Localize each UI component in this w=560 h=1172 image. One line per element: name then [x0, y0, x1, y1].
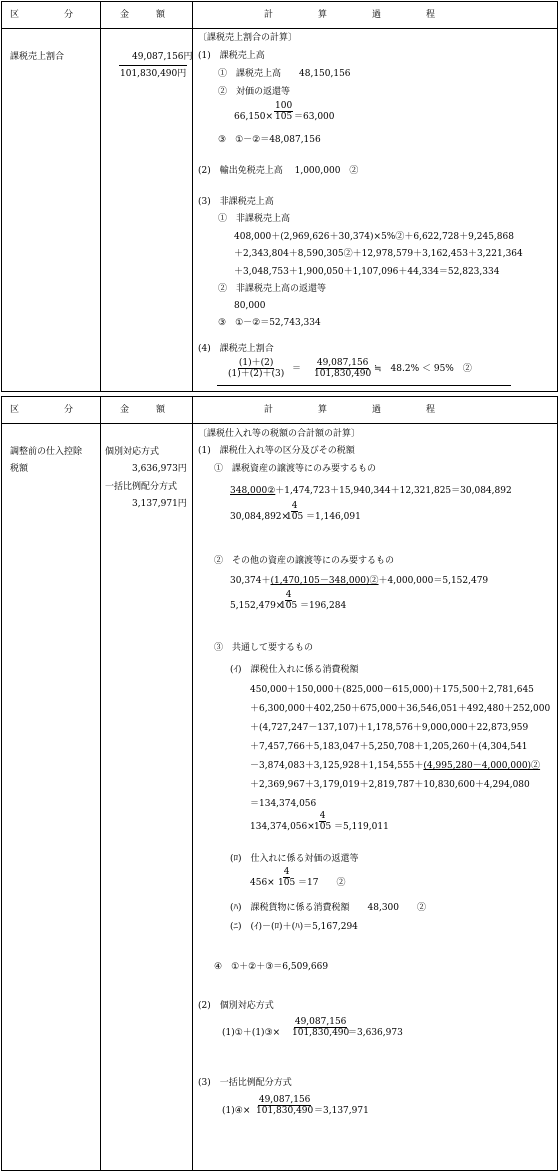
amount-numerator: 49,087,156円 [132, 52, 193, 62]
header-divider [2, 28, 557, 29]
item-label: 調整前の仕入控除 [10, 447, 83, 457]
calc-line: ③ 共通して要するもの [214, 643, 314, 653]
calc-line: ＝17 ② [298, 878, 346, 888]
fraction: $\frac{100}{105}$ [275, 101, 293, 122]
calc-line: ① 非課税売上高 [218, 214, 291, 224]
ratio-underline [217, 385, 511, 386]
header-amount: 金 額 [120, 10, 166, 20]
calc-title: 〔課税仕入れ等の税額の合計額の計算〕 [198, 429, 361, 439]
calc-line: 450,000＋150,000＋(825,000－615,000)＋175,500＋2,781,645 [250, 685, 534, 695]
calc-line: 80,000 [234, 301, 266, 311]
calc-line: (1) 課税仕入れ等の区分及びその税額 [198, 446, 355, 456]
calc-title: 〔課税売上割合の計算〕 [198, 33, 298, 43]
header-calculation: 計 算 過 程 [264, 10, 436, 20]
calc-line: ③ ①－②＝48,087,156 [218, 135, 321, 145]
calc-line: (1)①＋(1)③× [222, 1028, 281, 1038]
fraction: $\frac{4}{105}$ [280, 590, 298, 611]
amount-fraction-bar [119, 65, 187, 66]
header-category: 区 分 [10, 405, 74, 415]
calc-line: ＝5,119,011 [334, 822, 389, 832]
calc-line: (ﾊ) 課税貨物に係る消費税額 48,300 ② [230, 903, 427, 913]
ratio-equals: ＝ [292, 364, 302, 374]
calc-line: ＋2,343,804＋8,590,305②＋12,978,579＋3,162,453＋3,221,364 [234, 249, 523, 259]
amount-value: 3,137,971円 [132, 499, 187, 509]
calc-line: 5,152,479× [230, 601, 284, 611]
calc-line: 408,000＋(2,969,626＋30,374)×5%②＋6,622,728＋9,245,868 [234, 232, 514, 242]
calc-line: ② 非課税売上高の返還等 [218, 284, 327, 294]
fraction: $\frac{4}{105}$ [314, 811, 332, 832]
fraction: $\frac{49,087,156}{101,830,490}$ [256, 1095, 314, 1116]
calc-line: (1) 課税売上高 [198, 51, 265, 61]
col-divider [100, 397, 101, 1170]
calc-line: (3) 非課税売上高 [198, 197, 274, 207]
calc-line: (2) 個別対応方式 [198, 1001, 274, 1011]
calc-line: 30,084,892× [230, 512, 290, 522]
calc-line: ① 課税売上高 48,150,156 [218, 69, 351, 79]
tax-credit-table [1, 396, 558, 1171]
calc-line: ② その他の資産の譲渡等にのみ要するもの [214, 556, 395, 566]
calc-line: (4) 課税売上割合 [198, 344, 274, 354]
calc-line: (2) 輸出免税売上高 1,000,000 ② [198, 166, 359, 176]
item-label: 課税売上割合 [10, 52, 65, 62]
fraction: $\frac{49,087,156}{101,830,490}$ [292, 1017, 350, 1038]
calc-line: ＋6,300,000＋402,250＋675,000＋36,546,051＋492,480＋252,000 [250, 704, 551, 714]
calc-line: ＝196,284 [300, 601, 347, 611]
calc-line: ③ ①－②＝52,743,334 [218, 318, 321, 328]
ratio-fraction-formula: $\frac{(1)+(2)}{(1)+(2)+(3)}$ [228, 358, 285, 379]
calc-line: ＝3,636,973 [348, 1028, 403, 1038]
calc-line: ＋(4,727,247－137,107)＋1,178,576＋9,000,000＋22,873,959 [250, 723, 529, 733]
calc-line: ＋7,457,766＋5,183,047＋5,250,708＋1,205,260＋(4,304,541 [250, 742, 528, 752]
item-label: 税額 [10, 464, 29, 474]
calc-line: ① 課税資産の譲渡等にのみ要するもの [214, 464, 377, 474]
amount-label: 個別対応方式 [105, 447, 160, 457]
header-calculation: 計 算 過 程 [264, 405, 436, 415]
calc-line: 66,150× [234, 112, 274, 122]
header-category: 区 分 [10, 10, 74, 20]
calc-line: ② 対価の返還等 [218, 87, 291, 97]
amount-denominator: 101,830,490円 [120, 69, 187, 79]
amount-value: 3,636,973円 [132, 464, 187, 474]
calc-line: 348,000②＋1,474,723＋15,940,344＋12,321,825＝30,084,892 [230, 486, 512, 496]
col-divider [192, 397, 193, 1170]
calc-line: ＝134,374,056 [250, 799, 317, 809]
calc-line: ＝3,137,971 [314, 1106, 369, 1116]
calc-line: (ﾛ) 仕入れに係る対価の返還等 [230, 854, 359, 864]
calc-line: ＝63,000 [294, 112, 335, 122]
calc-line: ＋2,369,967＋3,179,019＋2,819,787＋10,830,600＋4,294,080 [250, 780, 530, 790]
amount-label: 一括比例配分方式 [105, 482, 178, 492]
calc-line: 134,374,056× [250, 822, 315, 832]
calc-line: ④ ①＋②＋③＝6,509,669 [214, 962, 329, 972]
calc-line: (3) 一括比例配分方式 [198, 1078, 292, 1088]
calc-line: ＝1,146,091 [306, 512, 361, 522]
calc-line: (1)④× [222, 1106, 251, 1116]
sales-ratio-table [1, 1, 558, 392]
header-divider [2, 423, 557, 424]
calc-line: 456× [250, 878, 275, 888]
calc-line: ＋3,048,753＋1,900,050＋1,107,096＋44,334＝52,823,334 [234, 267, 500, 277]
calc-line: (ﾆ) (ｲ)－(ﾛ)＋(ﾊ)＝5,167,294 [230, 922, 358, 932]
fraction: $\frac{4}{105}$ [278, 867, 296, 888]
calc-line: 30,374＋(1,470,105－348,000)②＋4,000,000＝5,152,479 [230, 576, 489, 586]
header-amount: 金 額 [120, 405, 166, 415]
ratio-fraction-values: $\frac{49,087,156}{101,830,490}$ [314, 358, 372, 379]
fraction: $\frac{4}{105}$ [286, 501, 304, 522]
col-divider [100, 2, 101, 391]
calc-line: (ｲ) 課税仕入れに係る消費税額 [230, 665, 359, 675]
ratio-result: ≒ 48.2% ＜ 95% ② [374, 364, 472, 374]
calc-line: －3,874,083＋3,125,928＋1,154,555＋(4,995,280－4,000,000)② [250, 761, 541, 771]
